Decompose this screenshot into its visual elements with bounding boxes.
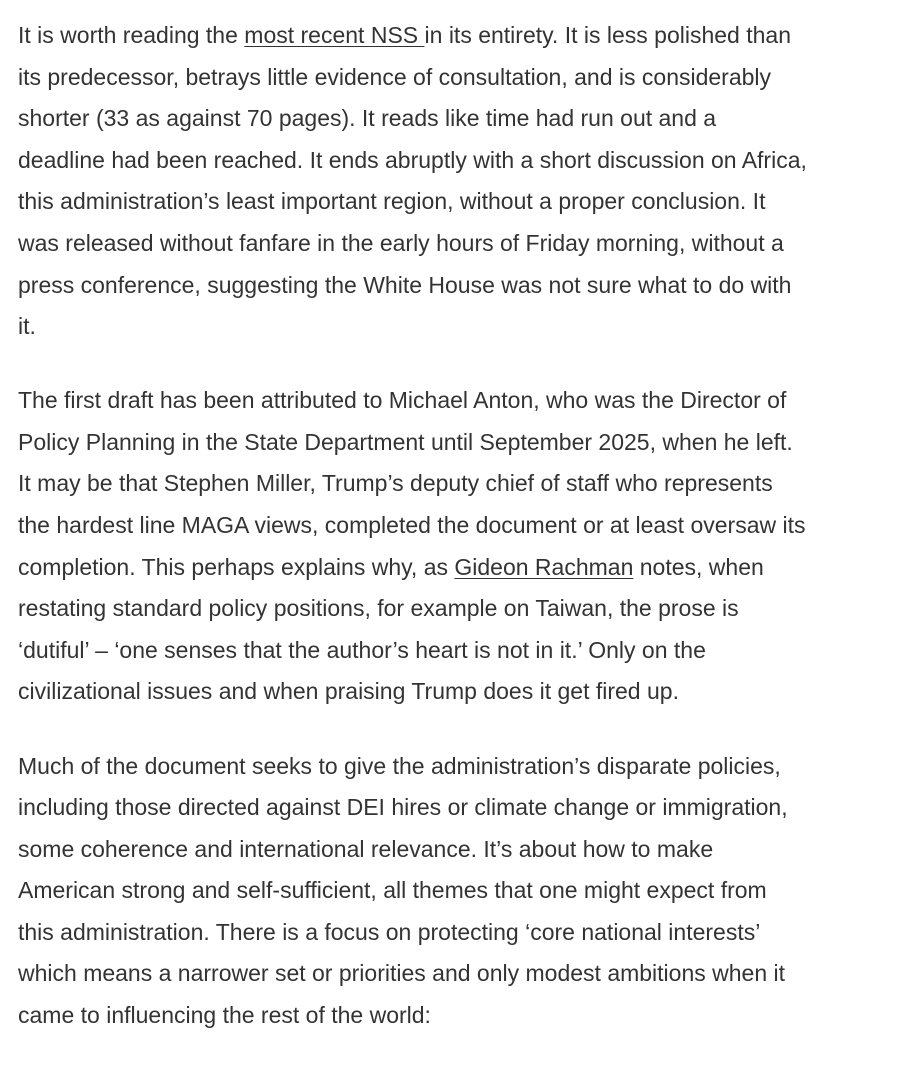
text-line: this administration’s least important region, without a proper conclusion. It bbox=[18, 188, 766, 215]
text-line: this administration. There is a focus on protecting ‘core national interests’ bbox=[18, 918, 761, 945]
paragraph-3 bbox=[18, 746, 898, 1037]
text-segment: notes, when bbox=[633, 553, 764, 580]
text-line: civilizational issues and when praising Trump does it get fired up. bbox=[18, 678, 679, 705]
text-segment: in its entirety. It is less polished than bbox=[424, 22, 792, 48]
text-line: deadline had been reached. It ends abruptly with a short discussion on Africa, bbox=[18, 146, 807, 173]
text-line: ‘dutiful’ – ‘one senses that the author’s heart is not in it.’ Only on the bbox=[18, 636, 706, 663]
paragraph-1 bbox=[18, 15, 898, 348]
text-line bbox=[18, 15, 898, 57]
text-line bbox=[18, 547, 898, 589]
article-body bbox=[18, 15, 898, 1069]
text-line: press conference, suggesting the White House was not sure what to do with bbox=[18, 271, 792, 298]
text-line: its predecessor, betrays little evidence of consultation, and is considerably bbox=[18, 63, 772, 90]
text-line: Policy Planning in the State Department until September 2025, when he left. bbox=[18, 428, 793, 455]
text-line: the hardest line MAGA views, completed the document or at least oversaw its bbox=[18, 512, 806, 539]
text-line: including those directed against DEI hires or climate change or immigration, bbox=[18, 794, 788, 821]
text-line: restating standard policy positions, for example on Taiwan, the prose is bbox=[18, 595, 739, 622]
gideon-rachman-link[interactable]: Gideon Rachman bbox=[454, 553, 634, 580]
text-segment: completion. This perhaps explains why, as bbox=[18, 553, 455, 580]
paragraph-2 bbox=[18, 380, 898, 713]
text-line: The first draft has been attributed to Michael Anton, who was the Director of bbox=[18, 387, 787, 414]
text-line: which means a narrower set or priorities and only modest ambitions when it bbox=[18, 960, 786, 987]
text-line: was released without fanfare in the early hours of Friday morning, without a bbox=[18, 229, 784, 256]
text-line: shorter (33 as against 70 pages). It reads like time had run out and a bbox=[18, 105, 717, 132]
text-line: It may be that Stephen Miller, Trump’s deputy chief of staff who represents bbox=[18, 470, 773, 497]
text-segment: It is worth reading the bbox=[18, 22, 245, 48]
text-line: some coherence and international relevance. It’s about how to make bbox=[18, 835, 714, 862]
text-line: it. bbox=[18, 313, 36, 340]
text-line: American strong and self-sufficient, all themes that one might expect from bbox=[18, 877, 767, 904]
text-line: Much of the document seeks to give the administration’s disparate policies, bbox=[18, 752, 781, 779]
text-line: came to influencing the rest of the world: bbox=[18, 1002, 431, 1029]
most-recent-nss-link[interactable]: most recent NSS bbox=[244, 22, 425, 48]
